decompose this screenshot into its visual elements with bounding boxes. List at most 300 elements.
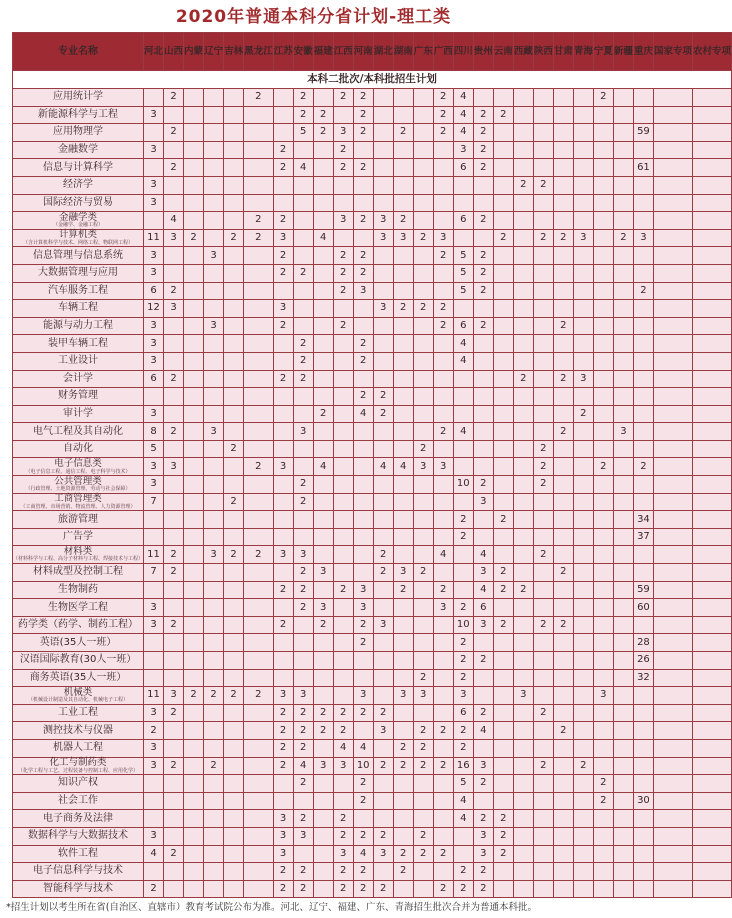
plan-count-cell xyxy=(653,159,692,177)
plan-count-cell xyxy=(333,423,353,441)
plan-count-cell xyxy=(653,317,692,335)
plan-count-cell xyxy=(433,335,453,353)
plan-count-cell xyxy=(533,282,553,300)
plan-count-cell xyxy=(493,687,513,705)
plan-count-cell xyxy=(413,124,433,142)
plan-count-cell xyxy=(473,669,493,687)
plan-count-cell xyxy=(373,476,393,494)
plan-count-cell xyxy=(393,775,413,793)
plan-count-cell: 2 xyxy=(353,880,373,898)
plan-count-cell xyxy=(273,652,293,670)
plan-count-cell: 3 xyxy=(313,757,333,775)
plan-count-cell xyxy=(573,739,593,757)
plan-count-cell xyxy=(413,634,433,652)
plan-count-cell xyxy=(373,141,393,159)
plan-count-cell xyxy=(204,652,224,670)
plan-count-cell: 2 xyxy=(573,405,593,423)
plan-count-cell xyxy=(353,370,373,388)
table-row xyxy=(13,176,732,194)
plan-count-cell xyxy=(413,423,433,441)
plan-count-cell xyxy=(573,335,593,353)
plan-count-cell xyxy=(244,124,274,142)
plan-count-cell xyxy=(493,440,513,458)
plan-count-cell xyxy=(613,440,633,458)
plan-count-cell xyxy=(633,704,653,722)
plan-count-cell xyxy=(613,722,633,740)
plan-count-cell xyxy=(273,405,293,423)
plan-count-cell: 2 xyxy=(413,564,433,582)
plan-count-cell xyxy=(204,141,224,159)
plan-count-cell xyxy=(393,335,413,353)
plan-count-cell xyxy=(373,810,393,828)
plan-count-cell: 2 xyxy=(273,317,293,335)
plan-count-cell xyxy=(692,159,731,177)
plan-count-cell xyxy=(493,757,513,775)
plan-count-cell xyxy=(633,89,653,107)
plan-count-cell xyxy=(204,845,224,863)
table-row xyxy=(13,669,732,687)
table-row xyxy=(13,247,732,265)
plan-count-cell xyxy=(513,476,533,494)
plan-count-cell xyxy=(513,352,533,370)
plan-count-cell xyxy=(244,405,274,423)
plan-count-cell: 2 xyxy=(453,863,473,881)
plan-count-cell xyxy=(593,247,613,265)
plan-count-cell: 2 xyxy=(593,775,613,793)
plan-count-cell xyxy=(513,405,533,423)
plan-count-cell: 2 xyxy=(164,159,184,177)
major-name: 财务管理 xyxy=(13,388,144,406)
plan-count-cell: 3 xyxy=(353,282,373,300)
header-province: 安徽 xyxy=(293,33,313,71)
plan-count-cell xyxy=(633,564,653,582)
plan-count-cell xyxy=(473,229,493,247)
plan-count-cell xyxy=(513,423,533,441)
plan-count-cell: 2 xyxy=(433,106,453,124)
plan-count-cell xyxy=(573,722,593,740)
plan-count-cell xyxy=(593,652,613,670)
table-row xyxy=(13,863,732,881)
plan-count-cell: 2 xyxy=(184,687,204,705)
plan-count-cell xyxy=(413,652,433,670)
plan-count-cell xyxy=(204,722,224,740)
plan-count-cell xyxy=(353,176,373,194)
plan-count-cell xyxy=(653,370,692,388)
plan-count-cell xyxy=(633,493,653,511)
table-row xyxy=(13,335,732,353)
enrollment-plan-table xyxy=(12,32,732,898)
plan-count-cell xyxy=(413,264,433,282)
plan-count-cell xyxy=(164,106,184,124)
major-name: 应用统计学 xyxy=(13,89,144,107)
plan-count-cell xyxy=(692,176,731,194)
plan-count-cell xyxy=(244,159,274,177)
plan-count-cell xyxy=(633,757,653,775)
plan-count-cell: 3 xyxy=(333,124,353,142)
plan-count-cell xyxy=(473,176,493,194)
plan-count-cell xyxy=(313,388,333,406)
plan-count-cell: 2 xyxy=(313,704,333,722)
plan-count-cell xyxy=(553,300,573,318)
plan-count-cell: 2 xyxy=(244,546,274,564)
plan-count-cell: 3 xyxy=(593,687,613,705)
plan-count-cell xyxy=(393,194,413,212)
major-name: 信息与计算科学 xyxy=(13,159,144,177)
plan-count-cell xyxy=(244,317,274,335)
plan-count-cell xyxy=(164,827,184,845)
plan-count-cell: 2 xyxy=(433,317,453,335)
plan-count-cell: 3 xyxy=(573,370,593,388)
plan-count-cell xyxy=(613,687,633,705)
plan-count-cell xyxy=(493,176,513,194)
plan-count-cell: 30 xyxy=(633,792,653,810)
plan-count-cell: 3 xyxy=(473,827,493,845)
plan-count-cell xyxy=(653,739,692,757)
plan-count-cell xyxy=(313,511,333,529)
plan-count-cell: 2 xyxy=(433,757,453,775)
plan-count-cell xyxy=(373,652,393,670)
plan-count-cell: 2 xyxy=(244,229,274,247)
plan-count-cell xyxy=(573,317,593,335)
table-row xyxy=(13,106,732,124)
table-row xyxy=(13,212,732,230)
plan-count-cell xyxy=(433,792,453,810)
plan-count-cell xyxy=(593,863,613,881)
plan-count-cell xyxy=(553,106,573,124)
major-name xyxy=(13,458,144,476)
plan-count-cell: 3 xyxy=(144,599,164,617)
plan-count-cell: 2 xyxy=(164,89,184,107)
table-row xyxy=(13,810,732,828)
plan-count-cell xyxy=(224,810,244,828)
major-name-main: 工商管理类 xyxy=(54,493,102,505)
plan-count-cell xyxy=(393,423,413,441)
plan-count-cell: 2 xyxy=(164,282,184,300)
table-row xyxy=(13,370,732,388)
plan-count-cell xyxy=(244,616,274,634)
plan-count-cell xyxy=(553,335,573,353)
plan-count-cell: 2 xyxy=(353,352,373,370)
header-province: 云南 xyxy=(493,33,513,71)
plan-count-cell xyxy=(513,440,533,458)
plan-count-cell: 4 xyxy=(393,458,413,476)
plan-count-cell xyxy=(244,440,274,458)
plan-count-cell: 2 xyxy=(453,739,473,757)
plan-count-cell xyxy=(244,247,274,265)
plan-count-cell xyxy=(453,370,473,388)
plan-count-cell xyxy=(453,581,473,599)
plan-count-cell xyxy=(413,599,433,617)
plan-count-cell: 61 xyxy=(633,159,653,177)
plan-count-cell xyxy=(413,282,433,300)
plan-count-cell: 2 xyxy=(353,124,373,142)
plan-count-cell xyxy=(293,212,313,230)
plan-count-cell xyxy=(493,739,513,757)
plan-count-cell xyxy=(553,458,573,476)
plan-count-cell: 2 xyxy=(273,247,293,265)
major-name: 知识产权 xyxy=(13,775,144,793)
plan-count-cell xyxy=(692,317,731,335)
plan-count-cell: 2 xyxy=(413,229,433,247)
plan-count-cell xyxy=(333,546,353,564)
plan-count-cell xyxy=(224,300,244,318)
plan-count-cell xyxy=(593,564,613,582)
plan-count-cell: 4 xyxy=(353,845,373,863)
table-row xyxy=(13,775,732,793)
plan-count-cell xyxy=(593,476,613,494)
plan-count-cell: 2 xyxy=(553,616,573,634)
plan-count-cell xyxy=(433,827,453,845)
plan-count-cell xyxy=(313,282,333,300)
plan-count-cell xyxy=(533,739,553,757)
plan-count-cell xyxy=(204,669,224,687)
plan-count-cell: 5 xyxy=(453,282,473,300)
plan-count-cell xyxy=(313,352,333,370)
plan-count-cell xyxy=(313,476,333,494)
plan-count-cell: 2 xyxy=(333,880,353,898)
plan-count-cell xyxy=(184,880,204,898)
plan-count-cell xyxy=(313,810,333,828)
plan-count-cell: 2 xyxy=(453,511,473,529)
plan-count-cell xyxy=(353,476,373,494)
header-province: 黑龙江 xyxy=(244,33,274,71)
plan-count-cell: 2 xyxy=(353,616,373,634)
plan-count-cell xyxy=(184,652,204,670)
plan-count-cell: 2 xyxy=(573,757,593,775)
plan-count-cell: 2 xyxy=(293,264,313,282)
plan-count-cell xyxy=(653,264,692,282)
plan-count-cell xyxy=(573,476,593,494)
plan-count-cell: 2 xyxy=(413,757,433,775)
plan-count-cell xyxy=(533,775,553,793)
plan-count-cell xyxy=(353,317,373,335)
plan-count-cell xyxy=(573,212,593,230)
section-row xyxy=(13,71,732,89)
plan-count-cell xyxy=(593,704,613,722)
plan-count-cell xyxy=(692,827,731,845)
plan-count-cell xyxy=(244,792,274,810)
plan-count-cell xyxy=(144,124,164,142)
plan-count-cell xyxy=(692,581,731,599)
plan-count-cell xyxy=(692,405,731,423)
plan-count-cell xyxy=(184,511,204,529)
plan-count-cell xyxy=(473,352,493,370)
plan-count-cell: 2 xyxy=(333,317,353,335)
plan-count-cell xyxy=(244,335,274,353)
plan-count-cell xyxy=(633,423,653,441)
plan-count-cell: 2 xyxy=(293,476,313,494)
plan-count-cell: 2 xyxy=(413,669,433,687)
plan-count-cell xyxy=(692,546,731,564)
major-name: 应用物理学 xyxy=(13,124,144,142)
plan-count-cell xyxy=(164,599,184,617)
plan-count-cell xyxy=(493,458,513,476)
major-name: 数据科学与大数据技术 xyxy=(13,827,144,845)
plan-count-cell xyxy=(493,247,513,265)
plan-count-cell xyxy=(224,599,244,617)
plan-count-cell xyxy=(373,599,393,617)
plan-count-cell xyxy=(613,405,633,423)
plan-count-cell xyxy=(653,335,692,353)
plan-count-cell: 4 xyxy=(453,423,473,441)
plan-count-cell xyxy=(573,704,593,722)
plan-count-cell: 2 xyxy=(453,599,473,617)
plan-count-cell xyxy=(373,493,393,511)
plan-count-cell: 5 xyxy=(453,775,473,793)
plan-count-cell xyxy=(184,722,204,740)
plan-count-cell xyxy=(653,546,692,564)
plan-count-cell xyxy=(393,282,413,300)
plan-count-cell xyxy=(692,458,731,476)
plan-count-cell xyxy=(533,317,553,335)
plan-count-cell xyxy=(413,792,433,810)
plan-count-cell xyxy=(433,687,453,705)
table-row xyxy=(13,634,732,652)
plan-count-cell xyxy=(633,722,653,740)
plan-count-cell: 3 xyxy=(353,599,373,617)
plan-count-cell: 2 xyxy=(373,827,393,845)
major-name: 电气工程及其自动化 xyxy=(13,423,144,441)
plan-count-cell xyxy=(244,528,274,546)
plan-count-cell xyxy=(433,159,453,177)
plan-count-cell xyxy=(553,141,573,159)
plan-count-cell xyxy=(633,317,653,335)
plan-count-cell xyxy=(573,880,593,898)
plan-count-cell: 2 xyxy=(453,880,473,898)
plan-count-cell xyxy=(413,141,433,159)
plan-count-cell xyxy=(273,282,293,300)
plan-count-cell xyxy=(593,106,613,124)
plan-count-cell xyxy=(144,159,164,177)
plan-count-cell xyxy=(513,863,533,881)
plan-count-cell xyxy=(273,124,293,142)
plan-count-cell: 4 xyxy=(453,352,473,370)
plan-count-cell xyxy=(144,792,164,810)
plan-count-cell xyxy=(413,405,433,423)
plan-count-cell xyxy=(393,546,413,564)
plan-count-cell xyxy=(433,194,453,212)
plan-count-cell: 2 xyxy=(533,616,553,634)
plan-count-cell xyxy=(144,863,164,881)
plan-count-cell xyxy=(493,317,513,335)
plan-count-cell xyxy=(224,317,244,335)
plan-count-cell xyxy=(224,370,244,388)
plan-count-cell xyxy=(533,564,553,582)
plan-count-cell xyxy=(593,124,613,142)
plan-count-cell xyxy=(184,564,204,582)
plan-count-cell xyxy=(184,810,204,828)
plan-count-cell: 2 xyxy=(244,89,274,107)
plan-count-cell xyxy=(493,124,513,142)
plan-count-cell: 2 xyxy=(273,704,293,722)
plan-count-cell xyxy=(573,775,593,793)
plan-count-cell xyxy=(553,669,573,687)
plan-count-cell xyxy=(244,106,274,124)
plan-count-cell xyxy=(433,370,453,388)
plan-count-cell xyxy=(593,335,613,353)
table-row xyxy=(13,405,732,423)
plan-count-cell xyxy=(224,564,244,582)
plan-count-cell: 2 xyxy=(353,863,373,881)
plan-count-cell xyxy=(653,476,692,494)
plan-count-cell xyxy=(413,863,433,881)
plan-count-cell xyxy=(224,89,244,107)
plan-count-cell xyxy=(593,229,613,247)
plan-count-cell xyxy=(533,212,553,230)
plan-count-cell xyxy=(224,388,244,406)
plan-count-cell xyxy=(513,757,533,775)
plan-count-cell: 3 xyxy=(293,827,313,845)
plan-count-cell xyxy=(513,124,533,142)
plan-count-cell xyxy=(613,458,633,476)
table-row xyxy=(13,616,732,634)
plan-count-cell xyxy=(653,352,692,370)
plan-count-cell xyxy=(692,264,731,282)
plan-count-cell xyxy=(433,863,453,881)
plan-count-cell xyxy=(353,440,373,458)
plan-count-cell xyxy=(373,775,393,793)
plan-count-cell xyxy=(593,264,613,282)
plan-count-cell xyxy=(333,511,353,529)
plan-count-cell xyxy=(373,739,393,757)
plan-count-cell: 4 xyxy=(293,757,313,775)
plan-count-cell: 3 xyxy=(413,458,433,476)
header-province: 辽宁 xyxy=(204,33,224,71)
plan-count-cell xyxy=(573,282,593,300)
plan-count-cell: 59 xyxy=(633,581,653,599)
plan-count-cell xyxy=(613,194,633,212)
plan-count-cell xyxy=(692,634,731,652)
plan-count-cell xyxy=(353,669,373,687)
plan-count-cell xyxy=(533,370,553,388)
plan-count-cell xyxy=(204,212,224,230)
plan-count-cell: 3 xyxy=(144,616,164,634)
plan-count-cell xyxy=(453,229,473,247)
plan-count-cell xyxy=(204,229,224,247)
plan-count-cell xyxy=(593,388,613,406)
plan-count-cell xyxy=(692,194,731,212)
plan-count-cell xyxy=(244,352,274,370)
plan-count-cell xyxy=(493,528,513,546)
plan-count-cell xyxy=(593,722,613,740)
plan-count-cell xyxy=(633,194,653,212)
plan-count-cell: 2 xyxy=(433,880,453,898)
plan-count-cell xyxy=(493,335,513,353)
plan-count-cell xyxy=(224,669,244,687)
plan-count-cell xyxy=(613,581,633,599)
plan-count-cell xyxy=(333,669,353,687)
plan-count-cell xyxy=(293,282,313,300)
plan-count-cell xyxy=(653,792,692,810)
major-name-main: 金融学类 xyxy=(59,211,98,223)
header-province: 河北 xyxy=(144,33,164,71)
plan-count-cell xyxy=(333,194,353,212)
plan-count-cell: 2 xyxy=(164,124,184,142)
plan-count-cell xyxy=(653,388,692,406)
plan-count-cell xyxy=(493,352,513,370)
plan-count-cell: 3 xyxy=(273,845,293,863)
table-row xyxy=(13,599,732,617)
plan-count-cell xyxy=(204,264,224,282)
plan-count-cell xyxy=(224,159,244,177)
plan-count-cell xyxy=(313,370,333,388)
plan-count-cell xyxy=(613,352,633,370)
plan-count-cell xyxy=(653,775,692,793)
plan-count-cell: 2 xyxy=(293,880,313,898)
plan-count-cell xyxy=(633,440,653,458)
plan-count-cell: 2 xyxy=(433,300,453,318)
plan-count-cell: 4 xyxy=(473,722,493,740)
